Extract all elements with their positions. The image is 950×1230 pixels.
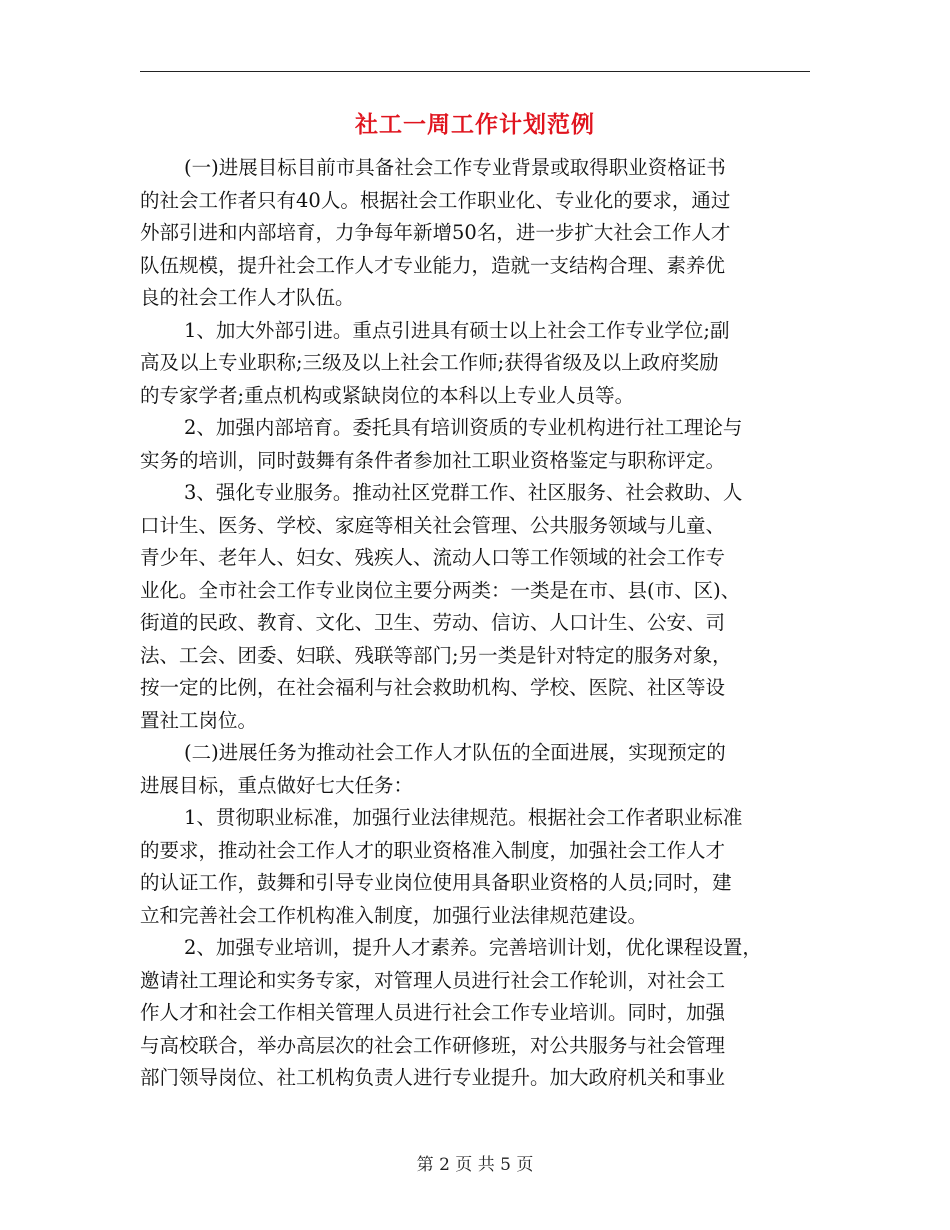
text-line: 按一定的比例，在社会福利与社会救助机构、学校、医院、社区等设	[140, 676, 726, 699]
text-line: 部门领导岗位、社工机构负责人进行专业提升。加大政府机关和事业	[140, 1066, 726, 1089]
text-line: (一)进展目标目前市具备社会工作专业背景或取得职业资格证书	[184, 156, 726, 179]
text-line: 1、贯彻职业标准，加强行业法律规范。根据社会工作者职业标准	[184, 806, 743, 829]
text-line: 的认证工作，鼓舞和引导专业岗位使用具备职业资格的人员;同时，建	[140, 871, 732, 894]
paragraph	[140, 802, 810, 932]
text-line: 高及以上专业职称;三级及以上社会工作师;获得省级及以上政府奖励	[140, 351, 719, 374]
document-body	[140, 152, 810, 1095]
text-line: 与高校联合，举办高层次的社会工作研修班，对公共服务与社会管理	[140, 1033, 726, 1057]
paragraph	[140, 412, 810, 477]
text-line: 口计生、医务、学校、家庭等相关社会管理、公共服务领域与儿童、	[140, 513, 726, 537]
text-line: 实务的培训，同时鼓舞有条件者参加社工职业资格鉴定与职称评定。	[140, 448, 726, 472]
text-line: 2、加强专业培训，提升人才素养。完善培训计划，优化课程设置，	[184, 936, 762, 959]
text-line: 的要求，推动社会工作人才的职业资格准入制度，加强社会工作人才	[140, 838, 726, 862]
text-line: 队伍规模，提升社会工作人才专业能力，造就一支结构合理、素养优	[140, 253, 726, 277]
paragraph	[140, 737, 810, 802]
text-line: 进展目标，重点做好七大任务：	[140, 773, 414, 797]
text-line: 置社工岗位。	[140, 708, 258, 732]
text-line: 法、工会、团委、妇联、残联等部门;另一类是针对特定的服务对象，	[140, 643, 732, 667]
page-number: 第 2 页 共 5 页	[416, 1155, 534, 1175]
text-line: 的社会工作者只有40人。根据社会工作职业化、专业化的要求，通过	[140, 188, 731, 212]
document-title: 社工一周工作计划范例	[355, 111, 595, 138]
paragraph	[140, 152, 810, 315]
text-line: 良的社会工作人才队伍。	[140, 286, 355, 309]
text-line: 街道的民政、教育、文化、卫生、劳动、信访、人口计生、公安、司	[140, 611, 726, 634]
text-line: 2、加强内部培育。委托具有培训资质的专业机构进行社工理论与	[184, 416, 743, 439]
text-line: 作人才和社会工作相关管理人员进行社会工作专业培训。同时，加强	[140, 1001, 726, 1024]
text-line: 的专家学者;重点机构或紧缺岗位的本科以上专业人员等。	[140, 383, 635, 407]
paragraph	[140, 477, 810, 737]
paragraph	[140, 315, 810, 413]
text-line: 3、强化专业服务。推动社区党群工作、社区服务、社会救助、人	[184, 481, 743, 504]
text-line: (二)进展任务为推动社会工作人才队伍的全面进展，实现预定的	[184, 741, 726, 764]
text-line: 业化。全市社会工作专业岗位主要分两类：一类是在市、县(市、区)、	[140, 578, 741, 602]
text-line: 青少年、老年人、妇女、残疾人、流动人口等工作领域的社会工作专	[140, 546, 726, 569]
text-line: 立和完善社会工作机构准入制度，加强行业法律规范建设。	[140, 903, 648, 927]
text-line: 外部引进和内部培育，力争每年新增50名，进一步扩大社会工作人才	[140, 221, 731, 244]
text-line: 1、加大外部引进。重点引进具有硕士以上社会工作专业学位;副	[184, 318, 730, 342]
paragraph	[140, 932, 810, 1095]
header-rule	[140, 71, 810, 72]
text-line: 邀请社工理论和实务专家，对管理人员进行社会工作轮训，对社会工	[140, 968, 726, 992]
